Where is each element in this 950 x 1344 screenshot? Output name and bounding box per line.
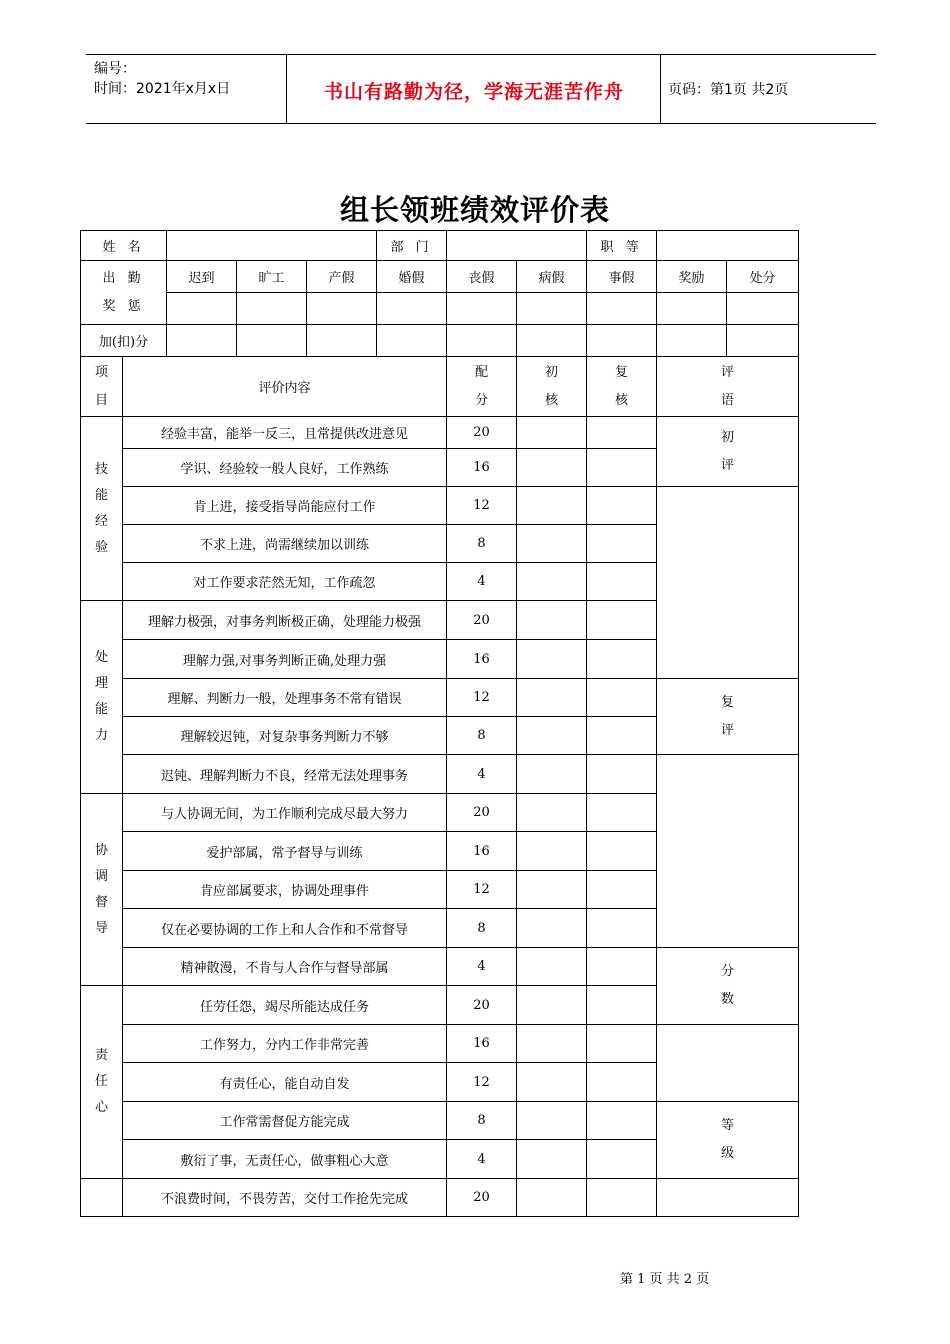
header-meta: [94, 59, 230, 99]
adjust-cell[interactable]: [517, 325, 587, 357]
category-label: [81, 1179, 123, 1217]
attendance-cell[interactable]: [657, 293, 727, 325]
attendance-col-header: 产假: [307, 261, 377, 293]
comment-grade-top: 等: [721, 1118, 735, 1133]
attendance-cell[interactable]: [167, 293, 237, 325]
criterion-score: 20: [447, 601, 517, 640]
adjust-cell[interactable]: [307, 325, 377, 357]
criterion-text: 理解力极强，对事务判断极正确，处理能力极强: [123, 601, 447, 640]
second-check-cell[interactable]: [587, 1140, 657, 1179]
first-check-cell[interactable]: [517, 487, 587, 525]
page-indicator: 页码：第1页 共2页: [668, 82, 789, 98]
criterion-score: 12: [447, 487, 517, 525]
evaluation-row: [81, 1102, 799, 1140]
category-char: 调: [94, 868, 108, 884]
comment-initial-bottom: 评: [721, 457, 735, 473]
criterion-text: 敷衍了事，无责任心，做事粗心大意: [123, 1140, 447, 1179]
second-check-cell[interactable]: [587, 525, 657, 563]
category-char: 心: [94, 1100, 108, 1115]
first-check-header-bottom: 核: [545, 392, 559, 408]
second-check-cell[interactable]: [587, 948, 657, 986]
category-char: 导: [94, 920, 108, 936]
criterion-score: 12: [447, 871, 517, 909]
criterion-text: 不求上进，尚需继续加以训练: [123, 525, 447, 563]
attendance-label-top: 出 勤: [102, 270, 145, 286]
adjust-cell[interactable]: [587, 325, 657, 357]
first-check-cell[interactable]: [517, 640, 587, 679]
evaluation-header-row: [81, 357, 799, 417]
criterion-score: 8: [447, 525, 517, 563]
criterion-text: 理解力强,对事务判断正确,处理力强: [123, 640, 447, 679]
criterion-score: 8: [447, 717, 517, 755]
comment-score-space[interactable]: [657, 1025, 799, 1102]
comment-initial-space[interactable]: [657, 487, 799, 679]
criterion-score: 16: [447, 1025, 517, 1063]
page-header: [86, 54, 876, 124]
item-header: [81, 357, 123, 417]
criterion-text: 有责任心，能自动自发: [123, 1063, 447, 1102]
category-label: [81, 601, 123, 794]
criterion-score: 20: [447, 794, 517, 832]
first-check-cell[interactable]: [517, 1102, 587, 1140]
criterion-score: 16: [447, 832, 517, 871]
attendance-label: [81, 261, 167, 325]
category-char: 任: [94, 1074, 108, 1089]
second-check-cell[interactable]: [587, 1102, 657, 1140]
attendance-col-header: 病假: [517, 261, 587, 293]
content-header: 评价内容: [123, 357, 447, 417]
attendance-col-header: 婚假: [377, 261, 447, 293]
first-check-cell[interactable]: [517, 417, 587, 449]
criterion-text: 仅在必要协调的工作上和人合作和不常督导: [123, 909, 447, 948]
page-footer: 第 1 页 共 2 页: [620, 1272, 710, 1287]
category-label: [81, 794, 123, 986]
second-check-cell[interactable]: [587, 832, 657, 871]
first-check-cell[interactable]: [517, 1179, 587, 1217]
second-check-cell[interactable]: [587, 909, 657, 948]
second-check-cell[interactable]: [587, 487, 657, 525]
comment-grade[interactable]: [657, 1102, 799, 1179]
attendance-cell[interactable]: [727, 293, 799, 325]
comment-score-top: 分: [721, 964, 735, 979]
second-check-cell[interactable]: [587, 679, 657, 717]
info-row: [81, 231, 799, 261]
first-check-cell[interactable]: [517, 755, 587, 794]
attendance-value-row: [81, 293, 799, 325]
first-check-cell[interactable]: [517, 717, 587, 755]
attendance-cell[interactable]: [587, 293, 657, 325]
first-check-cell[interactable]: [517, 832, 587, 871]
adjust-cell[interactable]: [727, 325, 799, 357]
attendance-col-header: 迟到: [167, 261, 237, 293]
evaluation-row: [81, 487, 799, 525]
comment-review-space[interactable]: [657, 755, 799, 948]
criterion-text: 对工作要求茫然无知，工作疏忽: [123, 563, 447, 601]
criterion-text: 理解、判断力一般，处理事务不常有错误: [123, 679, 447, 717]
rank-field[interactable]: [657, 231, 799, 261]
comment-initial[interactable]: [657, 417, 799, 487]
criterion-score: 4: [447, 755, 517, 794]
second-check-cell[interactable]: [587, 449, 657, 487]
second-check-cell[interactable]: [587, 640, 657, 679]
first-check-cell[interactable]: [517, 601, 587, 640]
first-check-cell[interactable]: [517, 449, 587, 487]
header-divider: [286, 55, 287, 123]
attendance-col-header: 奖励: [657, 261, 727, 293]
category-label: [81, 986, 123, 1179]
criterion-text: 肯上进，接受指导尚能应付工作: [123, 487, 447, 525]
evaluation-row: [81, 948, 799, 986]
comment-grade-space[interactable]: [657, 1179, 799, 1217]
criterion-text: 爱护部属，常予督导与训练: [123, 832, 447, 871]
first-check-cell[interactable]: [517, 909, 587, 948]
score-header: [447, 357, 517, 417]
second-check-cell[interactable]: [587, 1179, 657, 1217]
first-check-cell[interactable]: [517, 679, 587, 717]
criterion-text: 工作常需督促方能完成: [123, 1102, 447, 1140]
criterion-text: 肯应部属要求，协调处理事件: [123, 871, 447, 909]
criterion-text: 精神散漫，不肯与人合作与督导部属: [123, 948, 447, 986]
attendance-col-header: 事假: [587, 261, 657, 293]
comment-initial-top: 初: [721, 429, 735, 445]
second-check-cell[interactable]: [587, 563, 657, 601]
evaluation-row: [81, 417, 799, 449]
second-check-cell[interactable]: [587, 871, 657, 909]
comment-score-bottom: 数: [721, 992, 735, 1007]
adjust-cell[interactable]: [167, 325, 237, 357]
second-check-cell[interactable]: [587, 1063, 657, 1102]
name-label: 姓 名: [81, 231, 167, 261]
evaluation-table: [80, 230, 799, 1217]
score-header-top: 配: [475, 364, 489, 380]
category-char: 责: [94, 1048, 108, 1063]
criterion-text: 工作努力，分内工作非常完善: [123, 1025, 447, 1063]
comment-score[interactable]: [657, 948, 799, 1025]
category-char: 验: [94, 539, 108, 555]
category-label: [81, 417, 123, 601]
comment-header-top: 评: [721, 364, 735, 380]
attendance-cell[interactable]: [517, 293, 587, 325]
adjust-row: [81, 325, 799, 357]
rank-label: 职 等: [587, 231, 657, 261]
attendance-cell[interactable]: [447, 293, 517, 325]
evaluation-row: [81, 755, 799, 794]
criterion-score: 20: [447, 417, 517, 449]
first-check-cell[interactable]: [517, 1063, 587, 1102]
criterion-text: 理解较迟钝，对复杂事务判断力不够: [123, 717, 447, 755]
comment-review-bottom: 评: [721, 722, 735, 738]
second-check-cell[interactable]: [587, 794, 657, 832]
adjust-cell[interactable]: [657, 325, 727, 357]
first-check-cell[interactable]: [517, 563, 587, 601]
second-check-header-bottom: 核: [615, 392, 629, 408]
criterion-text: 经验丰富，能举一反三，且常提供改进意见: [123, 417, 447, 449]
first-check-cell[interactable]: [517, 871, 587, 909]
doc-number-label: 编号：: [94, 61, 136, 77]
comment-review[interactable]: [657, 679, 799, 755]
category-char: 力: [94, 728, 108, 743]
adjust-cell[interactable]: [237, 325, 307, 357]
adjust-cell[interactable]: [447, 325, 517, 357]
second-check-header-top: 复: [615, 364, 629, 380]
item-header-top: 项: [94, 364, 108, 380]
second-check-cell[interactable]: [587, 986, 657, 1025]
first-check-cell[interactable]: [517, 948, 587, 986]
criterion-score: 8: [447, 909, 517, 948]
dept-label: 部 门: [377, 231, 447, 261]
evaluation-row: [81, 1179, 799, 1217]
adjust-label: 加(扣)分: [81, 325, 167, 357]
second-check-cell[interactable]: [587, 717, 657, 755]
first-check-cell[interactable]: [517, 986, 587, 1025]
date-line: 时间：2021年x月x日: [94, 81, 231, 97]
category-char: 经: [94, 513, 108, 529]
attendance-col-header: 旷工: [237, 261, 307, 293]
first-check-header-top: 初: [545, 364, 559, 380]
attendance-header-row: [81, 261, 799, 293]
second-check-cell[interactable]: [587, 1025, 657, 1063]
adjust-cell[interactable]: [377, 325, 447, 357]
criterion-score: 16: [447, 640, 517, 679]
category-char: 处: [94, 650, 108, 665]
criterion-score: 20: [447, 1179, 517, 1217]
criterion-score: 4: [447, 948, 517, 986]
attendance-label-bottom: 奖 惩: [102, 298, 145, 314]
attendance-col-header: 丧假: [447, 261, 517, 293]
criterion-score: 12: [447, 1063, 517, 1102]
criterion-score: 8: [447, 1102, 517, 1140]
first-check-cell[interactable]: [517, 1140, 587, 1179]
evaluation-row: [81, 1025, 799, 1063]
attendance-cell[interactable]: [237, 293, 307, 325]
first-check-cell[interactable]: [517, 794, 587, 832]
name-field[interactable]: [167, 231, 377, 261]
category-char: 协: [94, 842, 108, 858]
comment-grade-bottom: 级: [721, 1146, 735, 1161]
criterion-score: 4: [447, 563, 517, 601]
criterion-score: 16: [447, 449, 517, 487]
second-check-cell[interactable]: [587, 601, 657, 640]
second-check-cell[interactable]: [587, 417, 657, 449]
dept-field[interactable]: [447, 231, 587, 261]
attendance-cell[interactable]: [307, 293, 377, 325]
second-check-header: [587, 357, 657, 417]
header-divider: [660, 55, 661, 123]
criterion-text: 任劳任怨，竭尽所能达成任务: [123, 986, 447, 1025]
criterion-text: 学识、经验较一般人良好，工作熟练: [123, 449, 447, 487]
second-check-cell[interactable]: [587, 755, 657, 794]
comment-header-bottom: 语: [721, 392, 735, 408]
item-header-bottom: 目: [94, 392, 108, 408]
category-char: 督: [94, 894, 108, 910]
first-check-cell[interactable]: [517, 1025, 587, 1063]
criterion-text: 与人协调无间，为工作顺利完成尽最大努力: [123, 794, 447, 832]
score-header-bottom: 分: [475, 392, 489, 408]
criterion-text: 迟钝、理解判断力不良，经常无法处理事务: [123, 755, 447, 794]
attendance-col-header: 处分: [727, 261, 799, 293]
category-char: 技: [94, 461, 108, 477]
criterion-score: 20: [447, 986, 517, 1025]
criterion-text: 不浪费时间，不畏劳苦，交付工作抢先完成: [123, 1179, 447, 1217]
category-char: 理: [94, 676, 108, 691]
criterion-score: 12: [447, 679, 517, 717]
category-char: 能: [94, 702, 108, 717]
comment-review-top: 复: [721, 694, 735, 710]
comment-header: [657, 357, 799, 417]
attendance-cell[interactable]: [377, 293, 447, 325]
category-char: 能: [94, 487, 108, 503]
evaluation-row: [81, 679, 799, 717]
first-check-header: [517, 357, 587, 417]
form-title: 组长领班绩效评价表: [339, 193, 610, 227]
motto: 书山有路勤为径，学海无涯苦作舟: [323, 81, 624, 103]
first-check-cell[interactable]: [517, 525, 587, 563]
criterion-score: 4: [447, 1140, 517, 1179]
